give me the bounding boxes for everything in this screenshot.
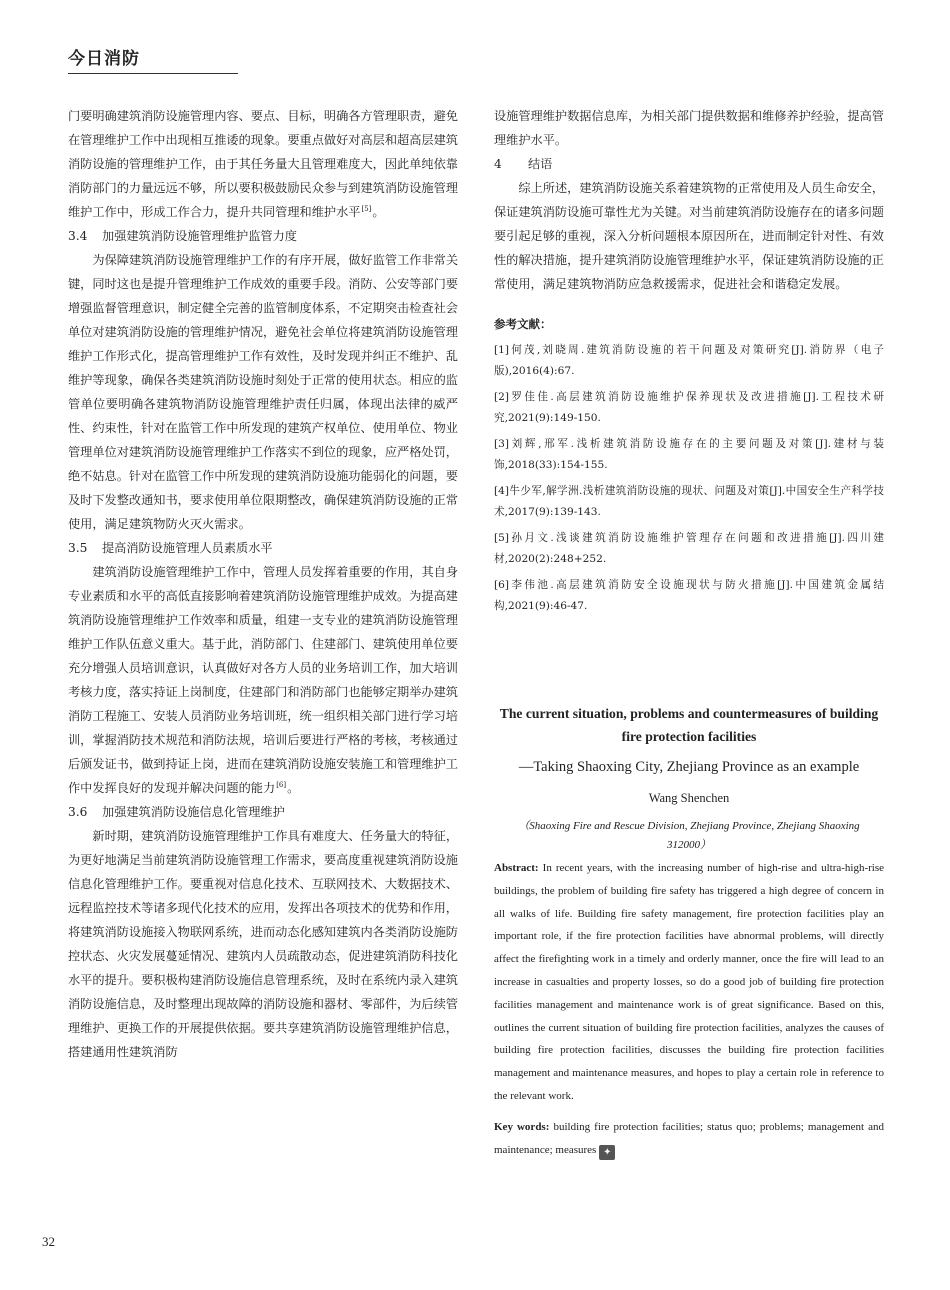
reference-item: [1]何茂,刘晓周.建筑消防设施的若干问题及对策研究[J].消防界（电子版),2016(4):67. xyxy=(494,344,884,377)
body-paragraph: 设施管理维护数据信息库，为相关部门提供数据和维修养护经验，提高管理维护水平。 xyxy=(494,109,884,147)
left-column xyxy=(68,104,458,1064)
reference-item: [5]孙月文.浅谈建筑消防设施维护管理存在问题和改进措施[J].四川建材,2020(2):248+252. xyxy=(494,532,884,565)
journal-title: 今日消防 xyxy=(68,49,140,69)
section-number: 4 xyxy=(494,157,502,171)
english-title: The current situation, problems and countermeasures of building fire protection facilities xyxy=(499,706,879,744)
english-abstract xyxy=(494,857,884,1108)
abstract-label: Abstract: xyxy=(494,862,539,874)
reference-item: [6]李伟池.高层建筑消防安全设施现状与防火措施[J].中国建筑金属结构,2021(9):46-47. xyxy=(494,579,884,612)
section-heading-3-4 xyxy=(68,224,458,248)
section-heading-3-5 xyxy=(68,536,458,560)
section-title: 结语 xyxy=(528,157,553,171)
body-paragraph: 综上所述，建筑消防设施关系着建筑物的正常使用及人员生命安全，保证建筑消防设施可靠性尤为关键。对当前建筑消防设施存在的诸多问题要引起足够的重视，深入分析问题根本原因所在，进而制定针对性、有效性的解决措施，提升建筑消防设施管理维护水平，保证建筑消防设施的正常使用，满足建筑物消防应急救援需求，促进社会和谐稳定发展。 xyxy=(494,181,885,291)
paragraph-text: 建筑消防设施管理维护工作中，管理人员发挥着重要的作用，其自身专业素质和水平的高低直接影响着建筑消防设施管理维护成效。为提高建筑消防设施管理维护工作效率和质量，组建一支专业的建筑消防设施管理维护工作队伍意义重大。基于此，消防部门、住建部门、建筑使用单位要充分增强人员培训意识，认真做好对各方人员的业务培训工作，加大培训考核力度，落实持证上岗制度，住建部门和消防部门也能够定期举办建筑消防工程施工、安装人员消防业务培训班，统一组织相关部门进行学习培训，掌握消防技术规范和消防法规，培训后要进行严格的考核，考核通过后颁发证书，做到持证上岗，进而在建筑消防设施安装施工和管理维护工作中发挥良好的发现并解决问题的能力 xyxy=(68,565,459,795)
body-paragraph: 新时期，建筑消防设施管理维护工作具有难度大、任务量大的特征，为更好地满足当前建筑消防设施管理工作需求，要高度重视建筑消防设施信息化管理维护工作。要重视对信息化技术、互联网技术、大数据技术、远程监控技术等诸多现代化技术的应用，发挥出各项技术的优势和作用，将建筑消防设施接入物联网系统，进而动态化感知建筑内各类消防设施防控状态、火灾发展蔓延情况、建筑内人员疏散动态，促进建筑消防科技化水平的提升。要积极构建消防设施信息管理系统，及时在系统内录入建筑消防设施信息，及时整理出现故障的消防设施和器材、零部件，为后续管理维护、更换工作的开展提供依据。要共享建筑消防设施管理维护信息，搭建通用性建筑消防 xyxy=(68,829,459,1059)
reference-item: [4]牛少军,解学洲.浅析建筑消防设施的现状、问题及对策[J].中国安全生产科学技术,2017(9):139-143. xyxy=(494,485,884,518)
right-column xyxy=(494,104,884,622)
page-number: 32 xyxy=(42,1234,55,1249)
body-paragraph: 门要明确建筑消防设施管理内容、要点、目标，明确各方管理职责，避免在管理维护工作中出现相互推诿的现象。要重点做好对高层和超高层建筑消防设施的管理维护工作，由于其任务量大且管理难度大，因此单纯依靠消防部门的力量远远不够，所以要积极鼓励民众参与到建筑消防设施管理维护工作中，形成工作合力，提升共同管理和维护水平[5]。 xyxy=(68,109,458,219)
english-keywords xyxy=(494,1116,884,1162)
section-number: 3.5 xyxy=(68,541,88,555)
references-list xyxy=(494,340,884,617)
reference-item: [3]刘辉,邢军.浅析建筑消防设施存在的主要问题及对策[J].建材与装饰,2018(33):154-155. xyxy=(494,438,884,471)
section-number: 3.6 xyxy=(68,805,88,819)
keywords-text: building fire protection facilities; status quo; problems; management and maintenance; measures xyxy=(494,1120,885,1156)
section-heading-4 xyxy=(494,152,884,176)
section-title: 加强建筑消防设施管理维护监管力度 xyxy=(102,229,297,243)
citation: [5] xyxy=(361,204,372,213)
journal-header xyxy=(68,44,238,74)
section-number: 3.4 xyxy=(68,229,88,243)
paragraph-text: 门要明确建筑消防设施管理内容、要点、目标，明确各方管理职责，避免在管理维护工作中出现相互推诿的现象。要重点做好对高层和超高层建筑消防设施的管理维护工作，由于其任务量大且管理难度大，因此单纯依靠消防部门的力量远远不够，所以要积极鼓励民众参与到建筑消防设施管理维护工作中，形成工作合力，提升共同管理和维护水平 xyxy=(68,109,458,219)
body-paragraph: 建筑消防设施管理维护工作中，管理人员发挥着重要的作用，其自身专业素质和水平的高低直接影响着建筑消防设施管理维护成效。为提高建筑消防设施管理维护工作效率和质量，组建一支专业的建筑消防设施管理维护工作队伍意义重大。基于此，消防部门、住建部门、建筑使用单位要充分增强人员培训意识，认真做好对各方人员的业务培训工作，加大培训考核力度，落实持证上岗制度，住建部门和消防部门也能够定期举办建筑消防工程施工、安装人员消防业务培训班，统一组织相关部门进行学习培训，掌握消防技术规范和消防法规，培训后要进行严格的考核，考核通过后颁发证书，做到持证上岗，进而在建筑消防设施安装施工和管理维护工作中发挥良好的发现并解决问题的能力[6]。 xyxy=(68,565,459,795)
reference-item: [2]罗佳佳.高层建筑消防设施维护保养现状及改进措施[J].工程技术研究,2021(9):149-150. xyxy=(494,391,884,424)
keywords-label: Key words: xyxy=(494,1120,550,1133)
section-title: 提高消防设施管理人员素质水平 xyxy=(102,541,273,555)
references-title: 参考文献： xyxy=(494,317,552,331)
english-author: Wang Shenchen xyxy=(648,791,730,805)
section-heading-3-6 xyxy=(68,800,458,824)
citation: [6] xyxy=(276,780,287,789)
english-abstract-block xyxy=(494,702,884,1161)
abstract-text: In recent years, with the increasing number of high-rise and ultra-high-rise buildings, the problem of building fire safety has triggered a high degree of concern in all walks of life. Building fire safety management, fire protection facilities play an important role, if the fire protection facilities have abnormal problems, will directly affect the firefighting work in a timely and orderly manner, once the fire will lead to an increase in casualties and property losses, so do a good job of building fire protection facilities management and maintenance work is of great significance. Based on this, outlines the current situation of building fire protection facilities, analyzes the causes of building fire protection facilities, discusses the building fire protection facilities management and maintenance measures, and hopes to play a certain role in reference to the relevant work. xyxy=(494,862,885,1102)
english-affiliation: （Shaoxing Fire and Rescue Division, Zhejiang Province, Zhejiang Shaoxing 312000） xyxy=(518,820,860,851)
section-title: 加强建筑消防设施信息化管理维护 xyxy=(102,805,285,819)
body-paragraph: 为保障建筑消防设施管理维护工作的有序开展，做好监管工作非常关键，同时这也是提升管理维护工作成效的重要手段。消防、公安等部门要增强监督管理意识，制定健全完善的监管制度体系，不定期突击检查社会单位对建筑消防设施的管理维护情况，避免社会单位将建筑消防设施管理维护工作形式化，提高管理维护工作有效性，及时发现并纠正不维护、乱维护等现象，确保各类建筑消防设施时刻处于正常的使用状态。相应的监管单位要明确各建筑物消防设施管理维护责任归属，体现出法律的威严性、约束性，针对在监管工作中所发现的建筑产权单位、使用单位、物业管理单位对建筑消防设施管理维护工作落实不到位的现象，应严格处罚，绝不姑息。针对在监管工作中所发现的建筑消防设施功能弱化的问题，要及时下发整改通知书，要求使用单位限期整改，确保建筑消防设施的正常使用，满足建筑物防火灭火需求。 xyxy=(68,253,459,531)
end-mark-icon: ✦ xyxy=(599,1145,615,1160)
english-subtitle: —Taking Shaoxing City, Zhejiang Province as an example xyxy=(518,759,860,775)
